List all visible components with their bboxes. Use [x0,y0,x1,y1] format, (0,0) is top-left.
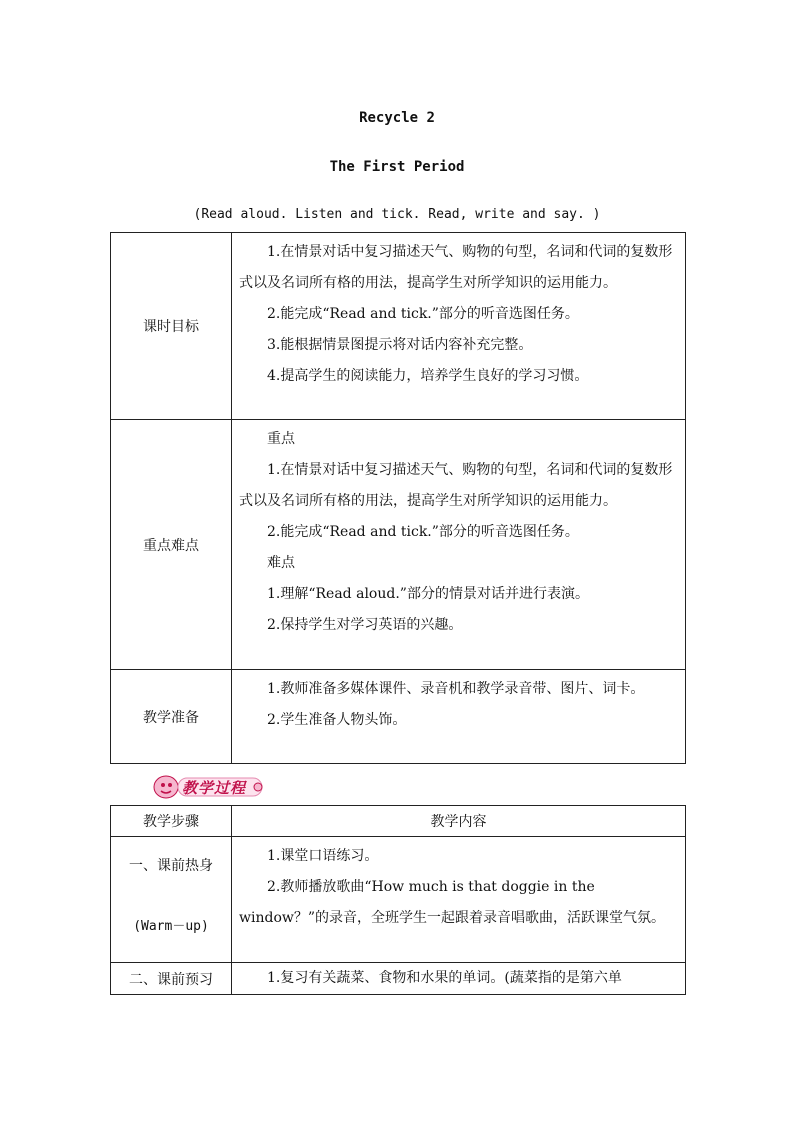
row-label: 课时目标 [111,233,232,420]
content-line: 1.课堂口语练习。 [267,848,379,864]
table-header-row [111,806,686,837]
row-content [232,420,686,670]
teaching-process-table [110,805,686,995]
table-row-warm-up [111,837,686,963]
step-title: 一、课前热身 [129,858,213,874]
row-content [232,837,686,963]
content-line: 2.能完成“Read and tick.”部分的听音选图任务。 [267,524,579,540]
row-label: 重点难点 [111,420,232,670]
header-step: 教学步骤 [111,806,232,837]
content-line: 2.教师播放歌曲“How much is that doggie in the window？”的录音，全班学生一起跟着录音唱歌曲，活跃课堂气氛。 [239,879,666,926]
content-line: 1.复习有关蔬菜、食物和水果的单词。(蔬菜指的是第六单 [267,970,622,986]
content-line: 2.保持学生对学习英语的兴趣。 [267,617,463,633]
content-line: 3.能根据情景图提示将对话内容补充完整。 [267,337,533,353]
header-content: 教学内容 [232,806,686,837]
content-line: 1.在情景对话中复习描述天气、购物的句型，名词和代词的复数形式以及名词所有格的用法，提高学生对所学知识的运用能力。 [239,244,673,291]
table-row-objectives [111,233,686,420]
content-line: 1.理解“Read aloud.”部分的情景对话并进行表演。 [267,586,589,602]
teaching-process-banner [150,774,270,800]
banner-text: 教学过程 [182,779,247,797]
row-label: 二、课前预习 [111,963,232,995]
content-line: 1.在情景对话中复习描述天气、购物的句型，名词和代词的复数形式以及名词所有格的用法，提高学生对所学知识的运用能力。 [239,462,673,509]
period-title: The First Period [329,159,465,175]
table-row-preview [111,963,686,995]
table-row-key-points [111,420,686,670]
content-line: 难点 [267,555,295,571]
content-line: 1.教师准备多媒体课件、录音机和教学录音带、图片、词卡。 [267,681,645,697]
lesson-plan-table [110,232,686,764]
page-title: Recycle 2 [359,110,435,126]
step-subtitle: (Warm－up) [133,919,209,934]
row-label: 教学准备 [111,670,232,764]
row-content [232,963,686,995]
content-line: 重点 [267,431,295,447]
row-content [232,233,686,420]
content-line: 2.能完成“Read and tick.”部分的听音选图任务。 [267,306,579,322]
table-row-preparation [111,670,686,764]
row-label [111,837,232,963]
content-line: 2.学生准备人物头饰。 [267,712,407,728]
content-line: 4.提高学生的阅读能力，培养学生良好的学习习惯。 [267,368,589,384]
lesson-subtitle: (Read aloud. Listen and tick. Read, write and say. ) [193,207,601,222]
row-content [232,670,686,764]
